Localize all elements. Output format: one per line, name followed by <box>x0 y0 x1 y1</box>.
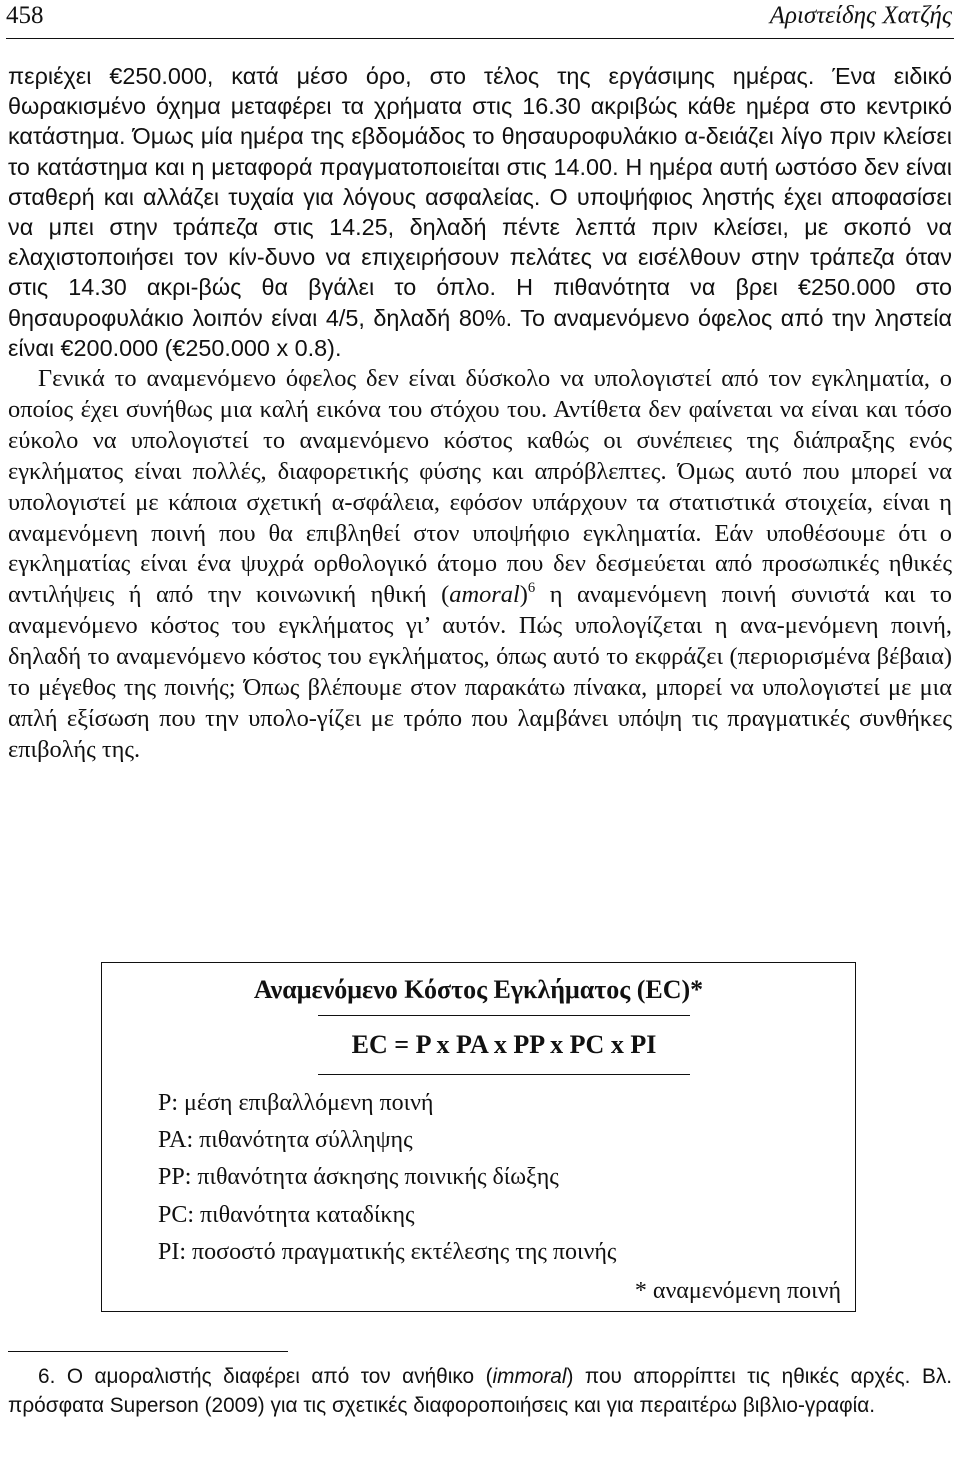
footnote-text-b: ) που απορρίπτει τις ηθικές αρχές. Βλ. πρόσφατα Superson (2009) για τις σχετικές διαφοροποιήσεις και για περαιτέρω βιβλιο-γραφία. <box>8 1365 952 1417</box>
definition-item: PC: πιθανότητα καταδίκης <box>158 1201 415 1228</box>
page-number: 458 <box>6 2 44 29</box>
definition-item: PI: ποσοστό πραγματικής εκτέλεσης της ποινής <box>158 1238 617 1265</box>
box-note: * αναμενόμενη ποινή <box>634 1278 841 1304</box>
paragraph-1: περιέχει €250.000, κατά μέσο όρο, στο τέλος της εργάσιμης ημέρας. Ένα ειδικό θωρακισμένο όχημα μεταφέρει τα χρήματα στις 16.30 ακριβώς κάθε ημέρα στο κεντρικό κατάστημα. Όμως μία ημέρα της εβδομάδος το θησαυροφυλάκιο α-δειάζει λίγο πριν κλείσει το κατάστημα και η μεταφορά πραγματοποιείται στις 14.00. Η ημέρα αυτή ωστόσο δεν είναι σταθερή και αλλάζει τυχαία για λόγους ασφαλείας. Ο υποψήφιος ληστής έχει αποφασίσει να μπει στην τράπεζα στις 14.25, δηλαδή πέντε λεπτά πριν κλείσει, με σκοπό να ελαχιστοποιήσει τον κίν-δυνο να επιχειρήσουν πελάτες να εισέλθουν στην τράπεζα όταν στις 14.30 ακρι-βώς θα βγάλει το όπλο. Η πιθανότητα να βρει €250.000 στο θησαυροφυλάκιο λοιπόν είναι 4/5, δηλαδή 80%. Το αναμενόμενο όφελος από την ληστεία είναι €200.000 (€250.000 x 0.8). <box>8 63 952 361</box>
running-head: Αριστείδης Χατζής <box>769 2 952 29</box>
footnote-reference[interactable]: 6 <box>527 580 536 597</box>
definition-item: P: μέση επιβαλλόμενη ποινή <box>158 1090 434 1116</box>
definitions-list <box>158 1085 616 1271</box>
paragraph-2-text-c: η αναμενόμενη ποινή συνιστά και το αναμενόμενο κόστος του εγκλήματος γι’ αυτόν. Πώς υπολογίζεται η ανα-μενόμενη ποινή, δηλαδή το αναμενόμενο κόστος του εγκλήματος, όπως αυτό το εκφράζει (περιορισμένα βέβαια) το μέγεθος της ποινής; Όπως βλέπουμε στον παρακάτω πίνακα, μπορεί να υπολογιστεί με μια απλή εξίσωση που την υπολο-γίζει με τρόπο που λαμβάνει υπόψη τις πραγματικές συνθήκες επιβολής της. <box>8 581 952 763</box>
expected-cost-box <box>101 962 856 1312</box>
footnote <box>8 1363 952 1420</box>
term-immoral: immoral <box>492 1365 567 1388</box>
paragraph-2-text-b: ) <box>519 581 528 609</box>
page-header <box>0 0 960 40</box>
header-rule <box>6 38 954 39</box>
paragraph-2 <box>8 364 952 766</box>
definition-item: PP: πιθανότητα άσκησης ποινικής δίωξης <box>158 1164 559 1191</box>
definition-item: PA: πιθανότητα σύλληψης <box>158 1127 413 1154</box>
term-amoral: amoral <box>449 581 520 609</box>
formula: EC = P x PA x PP x PC x PI <box>318 1015 690 1075</box>
footnote-rule <box>8 1351 288 1352</box>
footnote-text-a: 6. Ο αμοραλιστής διαφέρει από τον ανήθικο ( <box>38 1365 493 1388</box>
paragraph-2-text-a: Γενικά το αναμενόμενο όφελος δεν είναι δύσκολο να υπολογιστεί από τον εγκληματία, ο οποίος έχει συνήθως μια καλή εικόνα του στόχου του. Αντίθετα δεν φαίνεται να είναι και τόσο εύκολο να υπολογιστεί το αναμενόμενο κόστος καθώς οι συνέπειες της διάπραξης ενός εγκλήματος είναι πολλές, διαφορετικής φύσης και απρόβλεπτες. Όμως αυτό που μπορεί να υπολογιστεί με κάποια σχετική α-σφάλεια, εφόσον υπάρχουν τα στατιστικά στοιχεία, είναι η αναμενόμενη ποινή που θα επιβληθεί στον υποψήφιο εγκληματία. Εάν υποθέσουμε ότι ο εγκληματίας είναι ένα ψυχρά ορθολογικό άτομο που δεν δεσμεύεται από προσωπικές ηθικές αντιλήψεις ή από την κοινωνική ηθική ( <box>8 365 952 609</box>
main-text <box>8 61 952 766</box>
box-title: Αναμενόμενο Κόστος Εγκλήματος (EC)* <box>253 975 704 1004</box>
